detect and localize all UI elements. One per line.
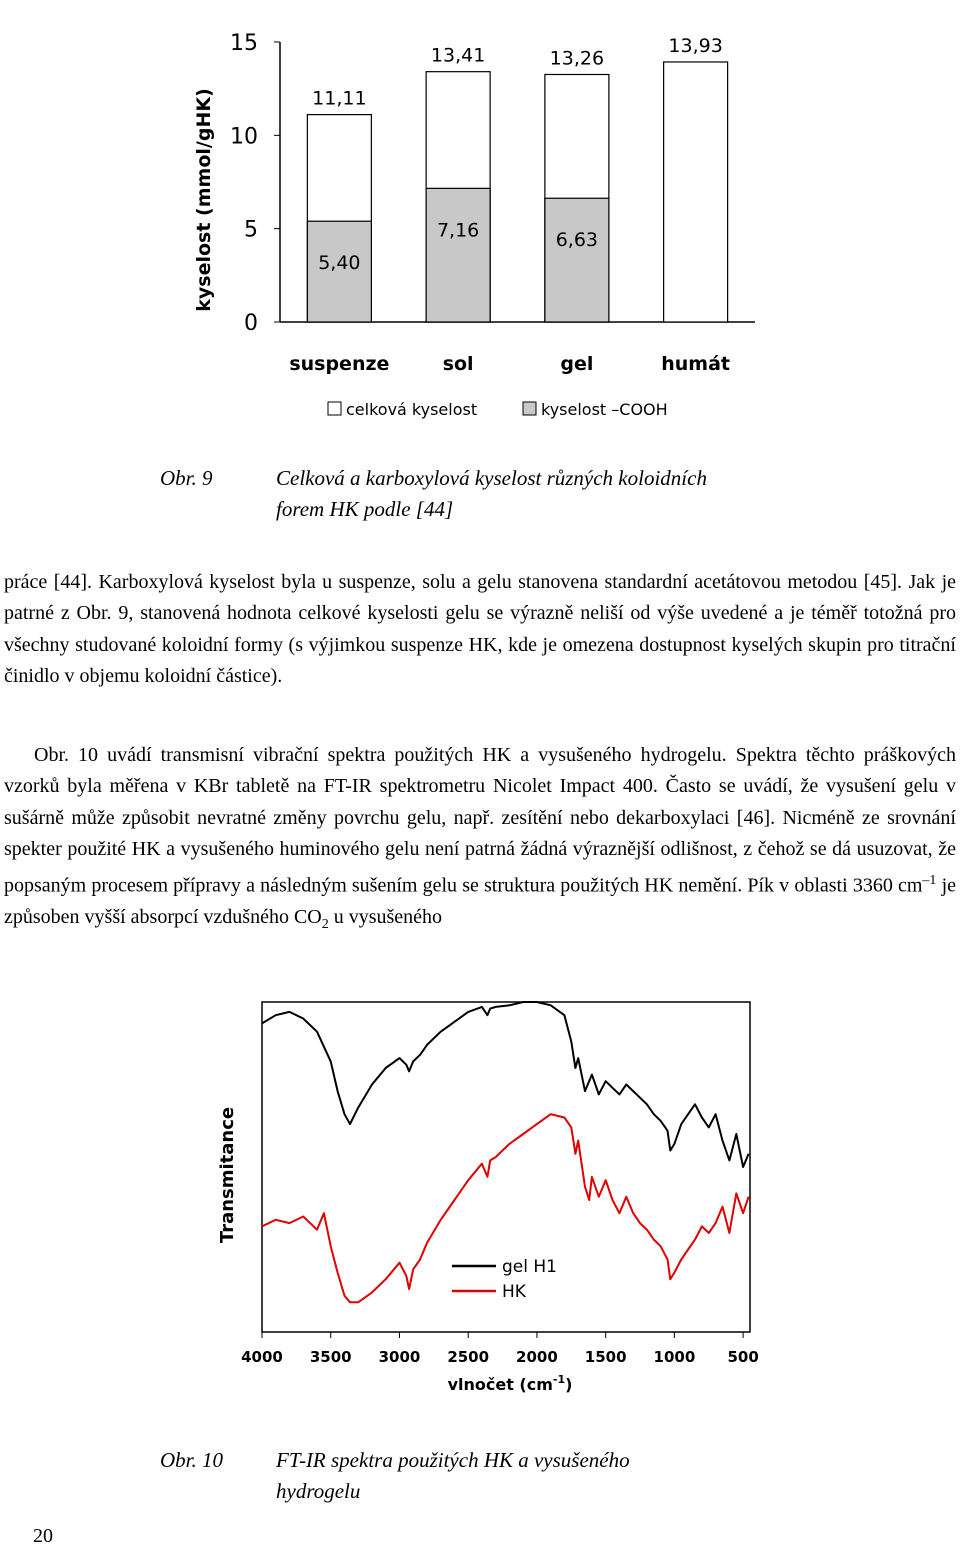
fig10-x-tick-label: 4000 bbox=[241, 1348, 283, 1366]
paragraph-2-superscript: –1 bbox=[922, 873, 937, 889]
fig9-cooh-value-label: 7,16 bbox=[436, 219, 480, 242]
figure-10-caption-line-2: hydrogelu bbox=[276, 1479, 361, 1503]
fig9-cooh-value-label: 5,40 bbox=[318, 252, 361, 275]
paragraph-2-subscript: 2 bbox=[321, 917, 329, 933]
paragraph-1-text: práce [44]. Karboxylová kyselost byla u suspenze, solu a gelu stanovena standardní acetátovou metodou [45]. Jak je patrné z Obr. 9, stanovená hodnota celkové kyselosti gelu se výrazně neliší od výše uvedené a je téměř totožná pro všechny studované koloidní formy (s výjimkou suspenze HK, kde je omezena dostupnost kyselých skupin pro titrační činidlo v objemu koloidní částice). bbox=[4, 571, 956, 687]
paragraph-2-continued: je způsoben vyšší absorpcí vzdušného CO bbox=[4, 874, 957, 929]
body-paragraph-1 bbox=[4, 567, 956, 692]
figure-9-caption-number: Obr. 9 bbox=[160, 466, 213, 490]
fig9-category-label: humát bbox=[661, 353, 731, 375]
fig9-ylabel: kyselost (mmol/gHK) bbox=[193, 88, 215, 312]
fig10-legend bbox=[452, 1257, 557, 1302]
fig9-bar-total bbox=[664, 62, 728, 322]
figure-10-caption-number: Obr. 10 bbox=[160, 1448, 224, 1472]
body-paragraph-2 bbox=[4, 740, 956, 940]
fig9-legend-swatch-total bbox=[328, 402, 341, 415]
page-number: 20 bbox=[33, 1525, 53, 1547]
fig9-legend-swatch-cooh bbox=[523, 402, 536, 415]
fig9-total-value-label: 13,41 bbox=[430, 44, 486, 67]
fig10-xlabel bbox=[448, 1373, 573, 1394]
fig10-xlabel-main: vlnočet (cm bbox=[447, 1375, 553, 1394]
fig10-xlabel-close: ) bbox=[565, 1375, 573, 1394]
fig9-y-tick-label: 0 bbox=[244, 311, 258, 336]
figure-10-caption-line-1: FT-IR spektra použitých HK a vysušeného bbox=[276, 1448, 630, 1472]
fig9-legend bbox=[328, 400, 668, 419]
fig10-x-tick-label: 3500 bbox=[309, 1348, 352, 1366]
paragraph-2-text bbox=[4, 740, 956, 940]
fig9-total-value-label: 13,26 bbox=[549, 47, 605, 70]
fig10-x-tick-label: 3000 bbox=[378, 1348, 421, 1366]
fig10-legend-label-gel: gel H1 bbox=[502, 1257, 557, 1277]
figure-9-bar-chart bbox=[170, 20, 770, 440]
fig9-category-label: suspenze bbox=[289, 353, 390, 375]
fig10-series-line bbox=[262, 1002, 749, 1167]
fig10-x-tick-label: 500 bbox=[727, 1348, 759, 1366]
fig9-total-value-label: 13,93 bbox=[668, 34, 723, 57]
fig10-ylabel: Transmitance bbox=[217, 1106, 238, 1244]
fig9-bar-cooh bbox=[426, 188, 490, 322]
fig9-y-tick-label: 5 bbox=[244, 217, 258, 243]
fig9-cooh-value-label: 6,63 bbox=[555, 229, 599, 252]
paragraph-2-main: Obr. 10 uvádí transmisní vibrační spektra použitých HK a vysušeného hydrogelu. Spektra těchto práškových vzorků byla měřena v KBr tabletě na FT-IR spektrometru Nicolet Impact 400. Často se uvádí, že vysušení gelu v sušárně může způsobit nevratné změny povrchu gelu, např. zesítění nebo dekarboxylaci [46]. Nicméně ze srovnání spekter použité HK a vysušeného huminového gelu není patrná žádná výraznější odlišnost, z čehož se dá usuzovat, že popsaným procesem přípravy a následným sušením gelu se struktura použitých HK nemění. Pík v oblasti 3360 cm bbox=[4, 744, 956, 897]
paragraph-2-end: u vysušeného bbox=[328, 906, 443, 929]
fig10-x-tick-label: 2000 bbox=[516, 1348, 558, 1366]
fig9-y-tick-label: 15 bbox=[230, 31, 258, 56]
fig9-legend-label-total: celková kyselost bbox=[346, 400, 478, 419]
fig9-category-label: sol bbox=[442, 353, 474, 375]
fig9-y-tick-label: 10 bbox=[230, 124, 258, 150]
fig10-x-tick-label: 1000 bbox=[653, 1348, 696, 1366]
figure-9-caption-line-1: Celková a karboxylová kyselost různých koloidních bbox=[276, 466, 707, 490]
figure-10-ftir-chart bbox=[200, 995, 780, 1405]
fig10-x-tick-label: 2500 bbox=[447, 1348, 490, 1366]
fig10-x-tick-label: 1500 bbox=[584, 1348, 627, 1366]
fig10-xlabel-sup: -1 bbox=[552, 1373, 566, 1386]
fig10-legend-label-hk: HK bbox=[502, 1282, 526, 1302]
fig9-category-label: gel bbox=[560, 353, 594, 375]
fig9-legend-label-cooh: kyselost –COOH bbox=[541, 400, 668, 419]
fig9-bar-cooh bbox=[545, 198, 609, 322]
fig9-total-value-label: 11,11 bbox=[312, 87, 367, 110]
figure-9-caption-line-2: forem HK podle [44] bbox=[276, 497, 454, 521]
